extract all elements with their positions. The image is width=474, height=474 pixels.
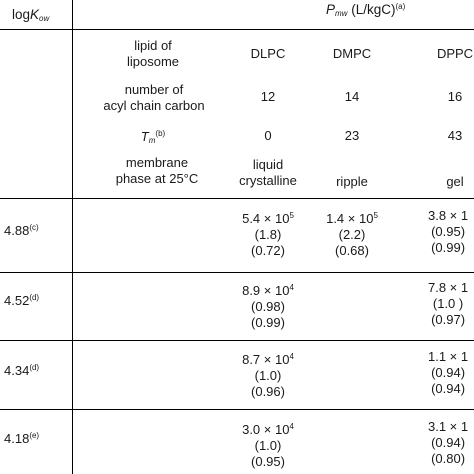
row-logkow-1: 4.88$^{(c)}$ <box>4 223 39 238</box>
column-divider <box>72 0 73 474</box>
pmw-header: $P_{mw}$ $(L/kgC)^{(a)}$ <box>326 2 406 18</box>
pmw-cell: $8.7 \times 10^4$ (1.0) (0.96) <box>242 352 294 399</box>
pmw-cell: $3.0 \times 10^4$ (1.0) (0.95) <box>242 422 294 469</box>
property-label-acyl: number of acyl chain carbon <box>103 82 205 113</box>
property-label-tm: $T_m^{(b)}$ <box>140 129 166 145</box>
phase-dmpc: ripple <box>336 174 368 189</box>
phase-dlpc: liquid crystalline <box>239 157 297 188</box>
phase-dppc: gel <box>446 174 464 189</box>
lipid-dlpc: DLPC <box>250 46 286 61</box>
row-logkow-4: 4.18$^{(e)}$ <box>4 431 40 446</box>
pmw-cell: $8.9 \times 10^4$ (0.98) (0.99) <box>242 283 294 330</box>
property-label-phase: membrane phase at 25°C <box>115 155 199 186</box>
carbons-dlpc: 12 <box>260 89 276 104</box>
carbons-dppc: 16 <box>447 89 463 104</box>
pmw-cell: $5.4 \times 10^5$ (1.8) (0.72) <box>242 211 294 258</box>
row-logkow-3: 4.34$^{(d)}$ <box>4 363 40 378</box>
carbons-dmpc: 14 <box>344 89 360 104</box>
pmw-cell: 3.8 × 1 (0.95) (0.99) <box>428 208 469 255</box>
tm-dmpc: 23 <box>344 128 360 143</box>
pmw-cell: 7.8 × 1 (1.0 ) (0.97) <box>428 280 469 327</box>
pmw-cell: 3.1 × 1 (0.94) (0.80) <box>428 419 469 466</box>
lipid-dppc: DPPC <box>436 46 474 61</box>
pmw-cell: 1.1 × 1 (0.94) (0.94) <box>428 349 469 396</box>
pmw-cell: $1.4 \times 10^5$ (2.2) (0.68) <box>326 211 378 258</box>
row-logkow-2: 4.52$^{(d)}$ <box>4 293 40 308</box>
logkow-header: logK$_{ow}$ <box>12 7 50 23</box>
tm-dppc: 43 <box>447 128 463 143</box>
tm-dlpc: 0 <box>264 128 272 143</box>
property-label-lipid: lipid of liposome <box>126 38 180 69</box>
lipid-dmpc: DMPC <box>332 46 372 61</box>
